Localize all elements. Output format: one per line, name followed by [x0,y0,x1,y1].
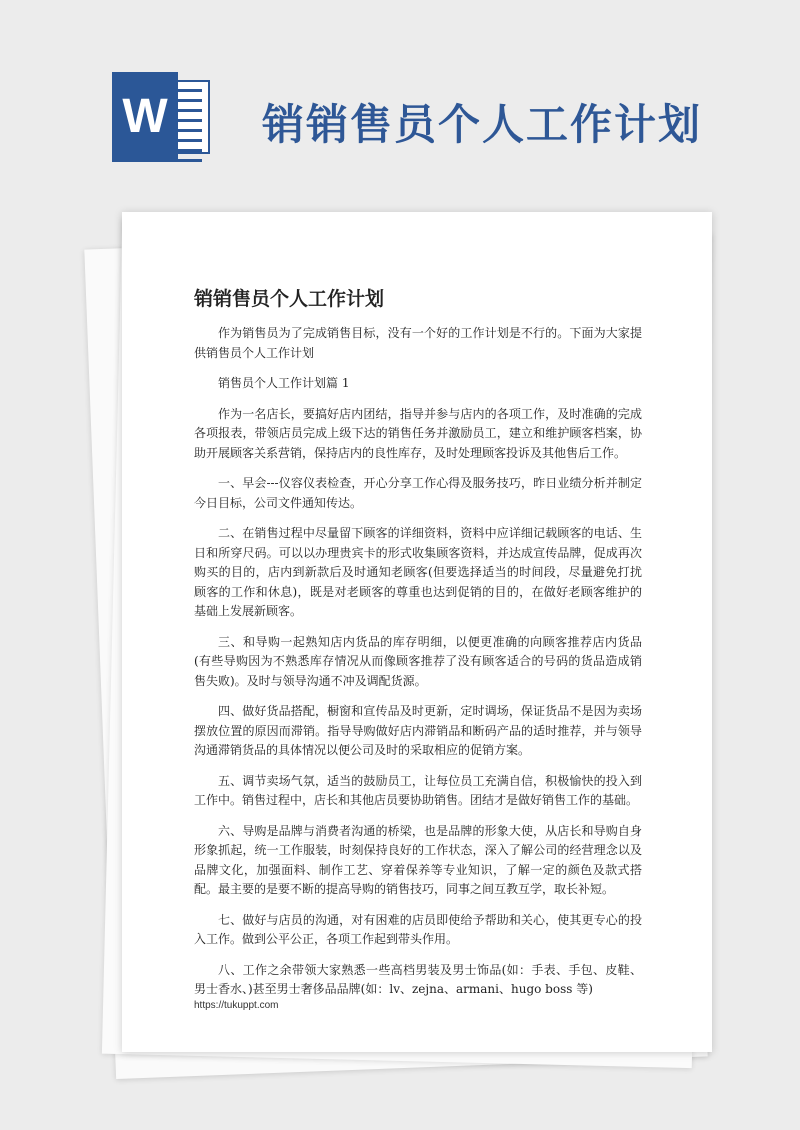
body-paragraph: 八、工作之余带领大家熟悉一些高档男装及男士饰品(如：手表、手包、皮鞋、男士香水、)甚至男士奢侈品品牌(如：lv、zejna、armani、hugo boss 等) [194,962,642,996]
body-paragraph: 六、导购是品牌与消费者沟通的桥梁，也是品牌的形象大使，从店长和导购自身形象抓起，统一工作服装，时刻保持良好的工作状态，深入了解公司的经营理念以及品牌文化，加强面料、制作工艺、穿着保养等专业知识，了解一定的颜色及款式搭配。最主要的是要不断的提高导购的销售技巧，同事之间互教互学，取长补短。 [194,823,642,896]
banner-title: 销销售员个人工作计划 [262,100,703,149]
body-paragraph: 三、和导购一起熟知店内货品的库存明细，以便更准确的向顾客推荐店内货品(有些导购因为不熟悉库存情况从而像顾客推荐了没有顾客适合的号码的货品造成销售失败)。及时与领导沟通不冲及调配货源。 [194,634,642,688]
body-paragraph: 四、做好货品搭配，橱窗和宣传品及时更新，定时调场，保证货品不是因为卖场摆放位置的原因而滞销。指导导购做好店内滞销品和断码产品的适时推荐，并与领导沟通滞销货品的具体情况以便公司及时的采取相应的促销方案。 [194,704,642,757]
word-logo-letter: W [112,72,178,162]
document-body [194,324,642,1011]
intro-paragraph: 作为销售员为了完成销售目标，没有一个好的工作计划是不行的。下面为大家提供销售员个人工作计划 [194,326,642,360]
section-heading: 销售员个人工作计划篇 1 [218,376,350,390]
body-paragraph: 七、做好与店员的沟通，对有困难的店员即使给予帮助和关心，使其更专心的投入工作。做到公平公正，各项工作起到带头作用。 [194,912,642,946]
body-paragraph: 作为一名店长，要搞好店内团结，指导并参与店内的各项工作，及时准确的完成各项报表，带领店员完成上级下达的销售任务并激励员工，建立和维护顾客档案，协助开展顾客关系营销，保持店内的良性库存，及时处理顾客投诉及其他售后工作。 [194,406,642,460]
body-paragraph: 五、调节卖场气氛，适当的鼓励员工，让每位员工充满自信，积极愉快的投入到工作中。销售过程中，店长和其他店员要协助销售。团结才是做好销售工作的基础。 [194,773,642,807]
footer-url[interactable]: https://tukuppt.com [194,1000,279,1011]
body-paragraph: 一、早会---仪容仪表检查，开心分享工作心得及服务技巧，昨日业绩分析并制定今日目标，公司文件通知传达。 [194,476,642,510]
document-page [122,212,712,1052]
banner [0,0,800,210]
word-document-icon [112,72,212,162]
body-paragraph: 二、在销售过程中尽量留下顾客的详细资料，资料中应详细记载顾客的电话、生日和所穿尺码。可以以办理贵宾卡的形式收集顾客资料，并达成宣传品牌，促成再次购买的目的，店内到新款后及时通知老顾客(但要选择适当的时间段，尽量避免打扰顾客的工作和休息)，既是对老顾客的尊重也达到促销的目的，在做好老顾客维护的基础上发展新顾客。 [194,526,642,618]
document-title: 销销售员个人工作计划 [194,288,385,310]
